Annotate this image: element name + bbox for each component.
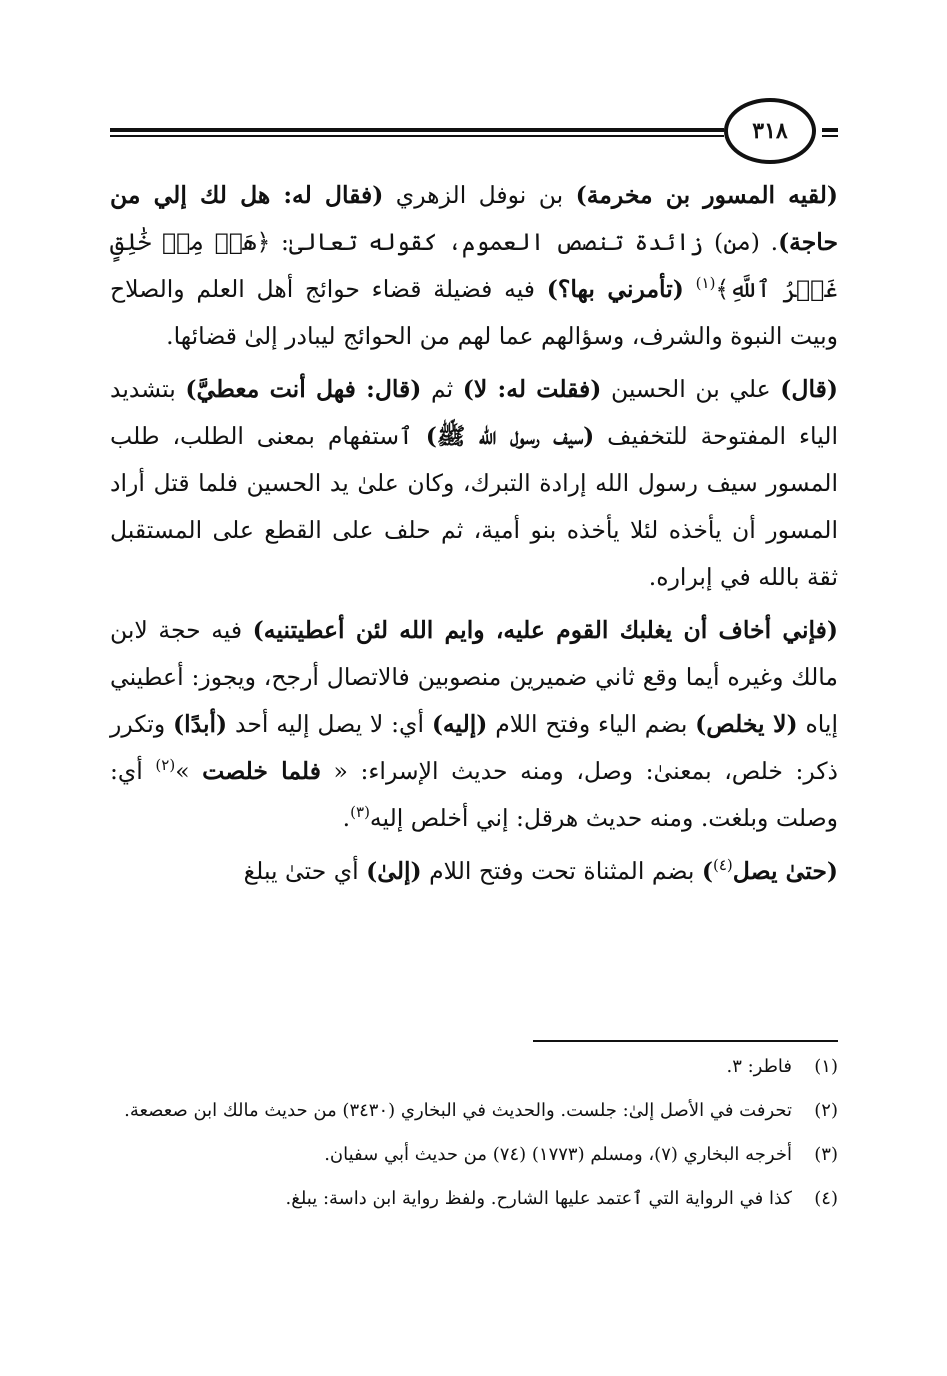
quoted-text: (سيف رسول الله ﷺ) [425, 422, 595, 450]
commentary-text: فيه حجة لابن مالك وغيره أيما وقع ثاني ضميرين منصوبين فالاتصال أرجح، ويجوز: أعطيني إياه [110, 616, 838, 738]
footnote-text: تحرفت في الأصل إلىٰ: جلست. والحديث في البخاري (٣٤٣٠) من حديث مالك ابن صعصعة. [124, 1100, 792, 1121]
commentary-text: . [342, 804, 351, 832]
quoted-text: (فقلت له: لا) [462, 375, 602, 403]
commentary-text: فيه فضيلة قضاء حوائج أهل العلم والصلاح وبيت النبوة والشرف، وسؤالهم عما لهم من الحوائج ليبادر إلىٰ قضائها. [110, 275, 838, 350]
commentary-text: . (من) زائدة تنصص العموم، كقوله تعالىٰ: ﴿هَلۡ مِنۡ خَٰلِقٍ غَيۡرُ ٱللَّهِ﴾ [110, 228, 838, 303]
quoted-text: (تأمرني بها؟) [546, 275, 684, 303]
page-header [110, 98, 838, 168]
commentary-text: وتكرر ذكر: خلص، بمعنىٰ: وصل، ومنه حديث الإسراء: « [110, 710, 839, 785]
paragraph [110, 172, 838, 360]
quoted-text: (قال: فهل أنت معطيَّ) [185, 375, 422, 403]
quoted-text: ) [701, 857, 713, 885]
footnote-separator [533, 1040, 838, 1042]
footnote-item [110, 1138, 838, 1172]
commentary-text: أي حتىٰ يبلغ [243, 857, 367, 885]
commentary-text: بن نوفل الزهري [383, 181, 576, 209]
footnote-text: أخرجه البخاري (٧)، ومسلم (١٧٧٣) (٧٤) من حديث أبي سفيان. [324, 1144, 792, 1165]
quoted-text: (إليه) [431, 710, 488, 738]
commentary-text: أي: وصلت وبلغت. ومنه حديث هرقل: إني أخلص إليه [110, 757, 838, 832]
commentary-text: بتشديد الياء المفتوحة للتخفيف [110, 375, 838, 450]
footnote-item [110, 1050, 838, 1084]
quoted-text: فلما خلصت [202, 757, 321, 785]
footnote-number: (١) [814, 1056, 838, 1077]
commentary-text: بضم الياء وفتح اللام [487, 710, 696, 738]
header-rule-stub [822, 128, 838, 132]
paragraph [110, 848, 838, 895]
header-rule-thin [110, 135, 724, 137]
footnote-number: (٣) [814, 1144, 838, 1165]
commentary-text: علي بن الحسين [601, 375, 781, 403]
header-rule-thick [110, 128, 724, 132]
page-number: ٣١٨ [752, 118, 788, 144]
commentary-text: أي: لا يصل إليه أحد [227, 710, 432, 738]
footnote-item [110, 1094, 838, 1128]
quoted-text: (قال) [780, 375, 838, 403]
footnote-ref: (٢) [155, 756, 176, 775]
footnote-item [110, 1182, 838, 1216]
quoted-text: (إلىٰ) [366, 857, 422, 885]
paragraph [110, 607, 838, 842]
quoted-text: (أبدًا) [173, 710, 228, 738]
page-number-badge [724, 98, 816, 164]
paragraph [110, 366, 838, 601]
quoted-text: (فقال له: هل لك إلي من حاجة) [110, 181, 838, 256]
footnote-ref: (٤) [712, 856, 733, 875]
footnote-text: فاطر: ٣. [726, 1056, 792, 1077]
commentary-text: ٱستفهام بمعنى الطلب، طلب المسور سيف رسول الله إرادة التبرك، وكان علىٰ يد الحسين فلما قتل أراد المسور أن يأخذه لئلا يأخذه بنو أمية، ثم حلف على القطع على المستقبل ثقة بالله في إبراره. [110, 422, 838, 591]
footnote-text: كذا في الرواية التي ٱعتمد عليها الشارح. ولفظ رواية ابن داسة: يبلغ. [285, 1188, 792, 1209]
quoted-text: (حتىٰ يصل [732, 857, 838, 885]
footnote-ref: (١) [695, 274, 716, 293]
footnote-number: (٤) [814, 1188, 838, 1209]
header-rule-stub-thin [822, 135, 838, 137]
footnote-ref: (٣) [350, 803, 370, 822]
commentary-text [684, 275, 696, 303]
quoted-text: (لا يخلص) [695, 710, 798, 738]
commentary-text: بضم المثناة تحت وفتح اللام [421, 857, 702, 885]
quoted-text: (فإني أخاف أن يغلبك القوم عليه، وايم الله لئن أعطيتنيه) [252, 616, 838, 644]
commentary-text: » [175, 757, 203, 785]
footnotes [110, 1050, 838, 1226]
quoted-text: (لقيه المسور بن مخرمة) [575, 181, 838, 209]
footnote-number: (٢) [814, 1100, 838, 1121]
commentary-text: ثم [421, 375, 463, 403]
main-text [110, 172, 838, 901]
